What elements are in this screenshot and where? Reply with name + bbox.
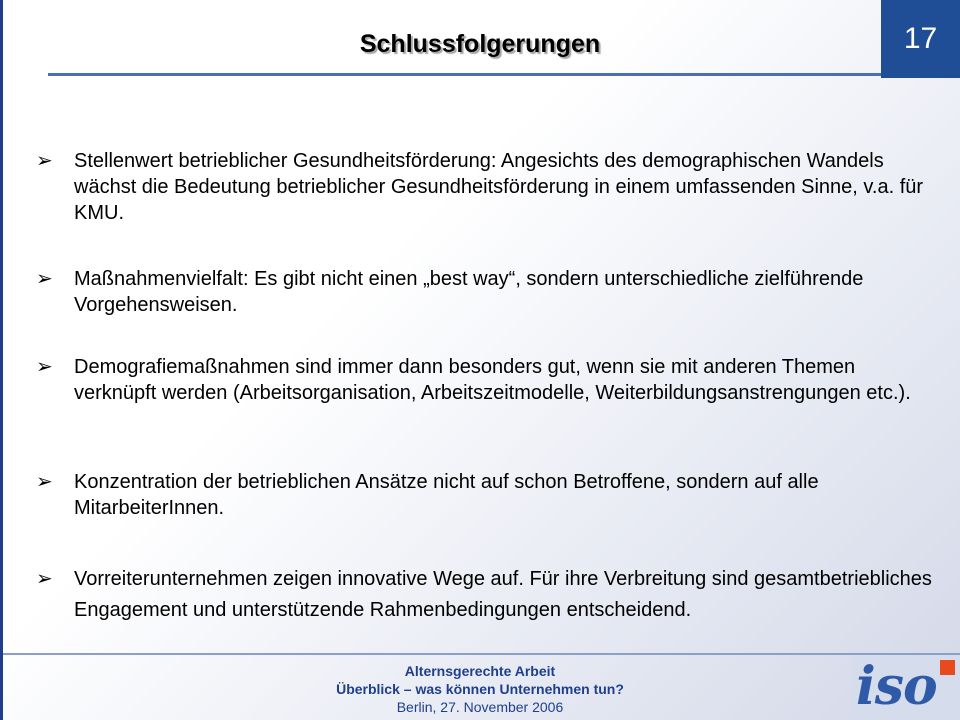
footer-subtitle: Überblick – was können Unternehmen tun? [336,681,624,697]
bullet-item [34,469,934,521]
arrow-bullet-icon: ➢ [36,356,53,378]
bullet-text: Stellenwert betrieblicher Gesundheitsförderung: Angesichts des demographischen Wandels wächst die Bedeutung betrieblicher Gesundheitsförderung in einem umfassenden Sinne, v.a. für KMU. [74,150,924,224]
page-number: 17 [881,0,960,78]
bullet-text: Vorreiterunternehmen zeigen innovative Wege auf. Für ihre Verbreitung sind gesamtbetriebliches Engagement und unterstützende Rahmenbedingungen entscheidend. [74,568,932,621]
arrow-bullet-icon: ➢ [36,568,53,590]
bullet-item [34,266,934,318]
footer-date: Berlin, 27. November 2006 [396,699,564,715]
bullet-item [34,354,934,406]
iso-logo [852,656,960,720]
logo-text: iso [856,656,937,717]
bullet-item [34,564,934,626]
bullet-text: Maßnahmenvielfalt: Es gibt nicht einen „best way“, sondern unterschiedliche zielführende Vorgehensweisen. [74,268,864,316]
left-border [0,0,3,720]
bullet-item [34,148,934,226]
logo-accent-square [940,660,955,675]
arrow-bullet-icon: ➢ [36,471,53,493]
bullet-text: Demografiemaßnahmen sind immer dann besonders gut, wenn sie mit anderen Themen verknüpft werden (Arbeitsorganisation, Arbeitszeitmodelle, Weiterbildungsanstrengungen etc.). [74,356,911,404]
footer-divider [3,653,960,655]
footer [0,662,960,716]
slide-title: Schlussfolgerungen [359,30,601,58]
arrow-bullet-icon: ➢ [36,150,53,172]
arrow-bullet-icon: ➢ [36,268,53,290]
title-underline [48,73,881,76]
bullet-text: Konzentration der betrieblichen Ansätze nicht auf schon Betroffene, sondern auf alle MitarbeiterInnen. [74,471,819,519]
footer-title: Alternsgerechte Arbeit [404,663,556,679]
